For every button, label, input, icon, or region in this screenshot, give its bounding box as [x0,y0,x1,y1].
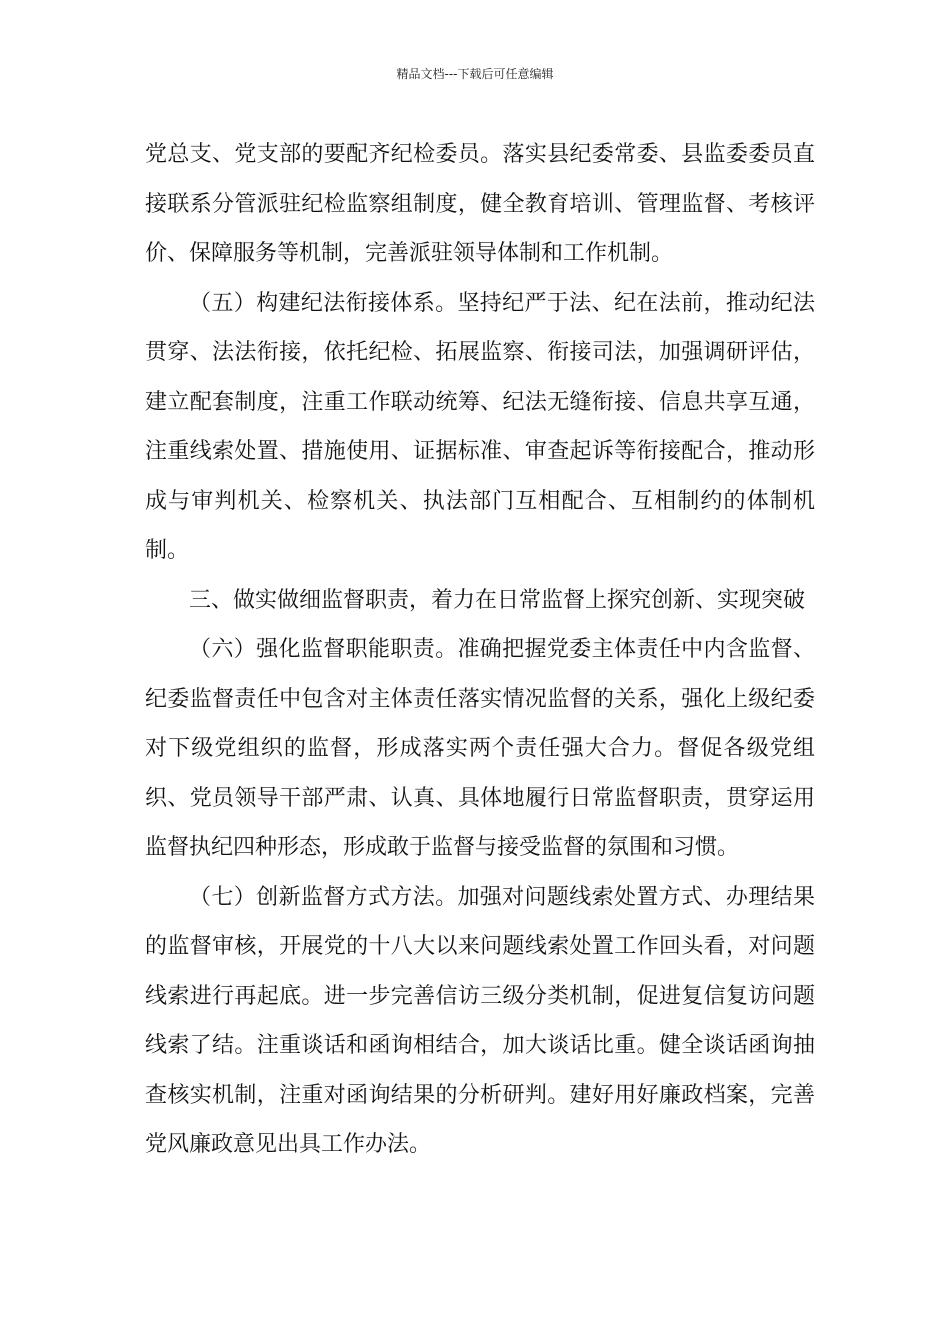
section-heading-3: 三、做实做细监督职责，着力在日常监督上探究创新、实现突破 [189,587,806,613]
paragraph-section-7: （七）创新监督方式方法。加强对问题线索处置方式、办理结果的监督审核，开展党的十八大以来问题线索处置工作回头看，对问题线索进行再起底。进一步完善信访三级分类机制，促进复信复访问题线索了结。注重谈话和函询相结合，加大谈话比重。健全谈话函询抽查核实机制，注重对函询结果的分析研判。建好用好廉政档案，完善党风廉政意见出具工作办法。 [145,884,815,1157]
paragraph-section-5: （五）构建纪法衔接体系。坚持纪严于法、纪在法前，推动纪法贯穿、法法衔接，依托纪检、拓展监察、衔接司法，加强调研评估，建立配套制度，注重工作联动统筹、纪法无缝衔接、信息共享互通，注重线索处置、措施使用、证据标准、审查起诉等衔接配合，推动形成与审判机关、检察机关、执法部门互相配合、互相制约的体制机制。 [145,290,815,563]
paragraph-continuation: 党总支、党支部的要配齐纪检委员。落实县纪委常委、县监委委员直接联系分管派驻纪检监察组制度，健全教育培训、管理监督、考核评价、保障服务等机制，完善派驻领导体制和工作机制。 [145,142,815,266]
paragraph-section-6: （六）强化监督职能职责。准确把握党委主体责任中内含监督、纪委监督责任中包含对主体责任落实情况监督的关系，强化上级纪委对下级党组织的监督，形成落实两个责任强大合力。督促各级党组织、党员领导干部严肃、认真、具体地履行日常监督职责，贯穿运用监督执纪四种形态，形成敢于监督与接受监督的氛围和习惯。 [145,637,815,860]
page-header: 精品文档---下载后可任意编辑 [396,67,554,81]
document-body [145,130,815,1170]
